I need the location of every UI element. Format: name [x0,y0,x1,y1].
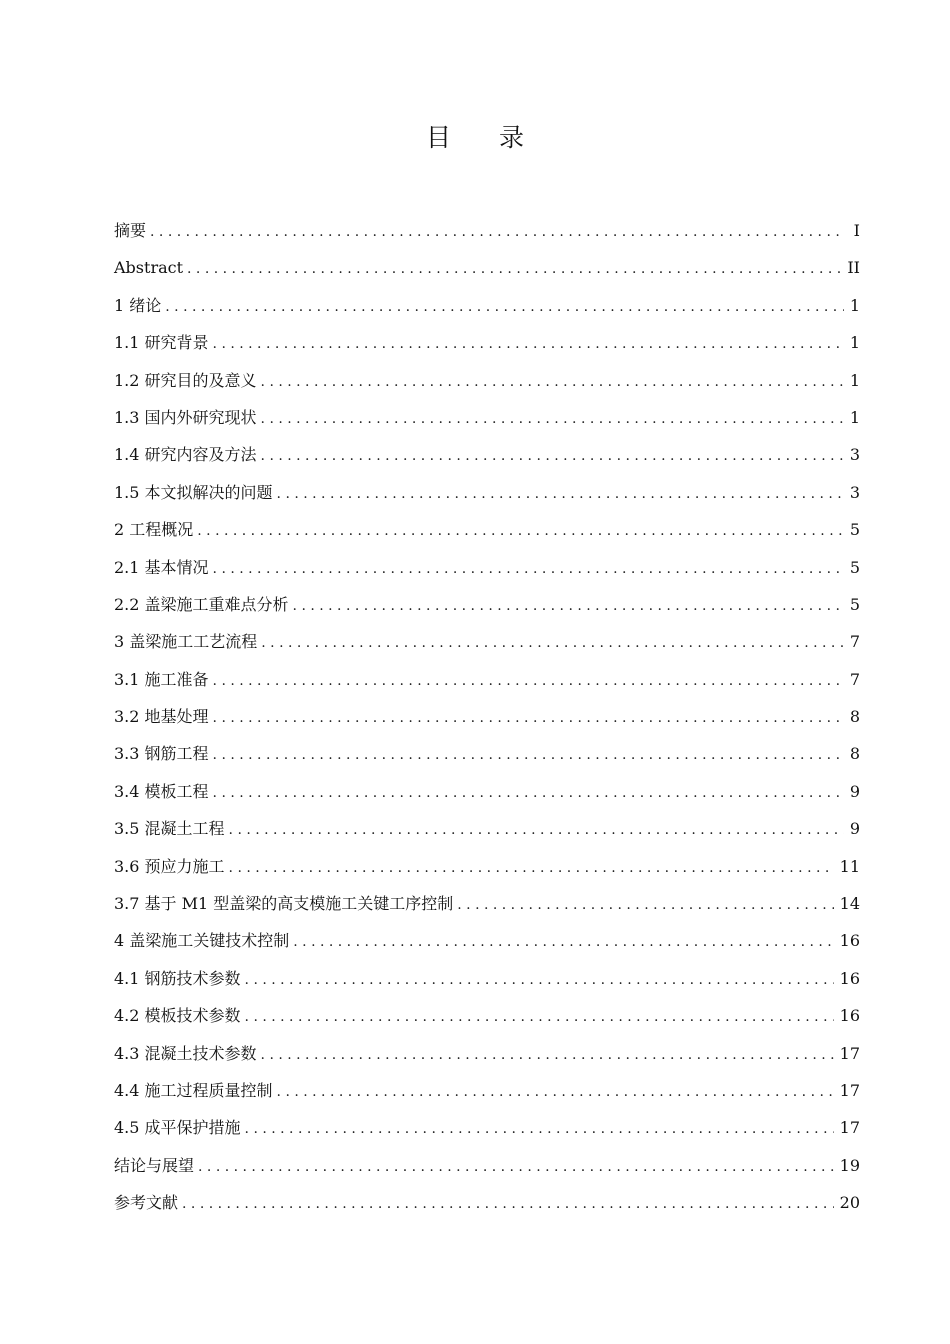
toc-entry[interactable] [114,631,860,668]
toc-dot-leader [293,931,833,953]
toc-entry-page: 20 [839,1193,860,1213]
toc-dot-leader [229,857,834,879]
toc-dot-leader [198,1156,834,1178]
toc-entry[interactable] [114,332,860,369]
toc-entry-label: 4.5 成平保护措施 [114,1118,241,1138]
toc-entry-label: 1.4 研究内容及方法 [114,445,257,465]
toc-entry[interactable] [114,743,860,780]
toc-entry[interactable] [114,968,860,1005]
toc-entry[interactable] [114,1005,860,1042]
toc-entry[interactable] [114,557,860,594]
toc-entry-page: 5 [849,557,860,577]
toc-entry[interactable] [114,1155,860,1192]
toc-entry-page: 1 [849,370,860,390]
toc-entry[interactable] [114,370,860,407]
toc-entry-label: 1.3 国内外研究现状 [114,407,257,427]
toc-dot-leader [293,595,844,617]
toc-entry-page: 17 [839,1118,860,1138]
toc-dot-leader [197,520,844,542]
toc-entry-label: 4 盖梁施工关键技术控制 [114,931,290,951]
toc-entry[interactable] [114,818,860,855]
toc-entry-page: Ⅰ [853,221,860,240]
toc-entry[interactable] [114,1117,860,1154]
toc-entry-label: 1.1 研究背景 [114,333,209,353]
toc-entry[interactable] [114,519,860,556]
toc-entry-label: 3.6 预应力施工 [114,856,225,876]
toc-entry-label: 3.3 钢筋工程 [114,744,209,764]
toc-entry-label: Abstract [114,258,184,278]
toc-entry-page: 7 [849,669,860,689]
toc-entry[interactable] [114,1080,860,1117]
toc-dot-leader [165,296,844,318]
toc-dot-leader [213,744,844,766]
toc-entry[interactable] [114,856,860,893]
toc-entry-label: 3 盖梁施工工艺流程 [114,632,258,652]
toc-entry-label: 3.5 混凝土工程 [114,819,225,839]
toc-entry-page: 19 [839,1155,860,1175]
toc-entry-page: 8 [849,707,860,727]
toc-entry-page: 14 [839,894,860,914]
toc-dot-leader [213,333,844,355]
toc-entry-label: 1.5 本文拟解决的问题 [114,482,273,502]
toc-entry[interactable] [114,220,860,257]
toc-entry[interactable] [114,444,860,481]
toc-entry-label: 4.4 施工过程质量控制 [114,1080,273,1100]
toc-entry-label: 1.2 研究目的及意义 [114,370,257,390]
toc-dot-leader [245,1006,834,1028]
toc-dot-leader [229,819,844,841]
toc-entry-label: 2.1 基本情况 [114,557,209,577]
toc-entry-page: ⅠⅠ [847,258,860,278]
toc-entry[interactable] [114,930,860,967]
toc-entry[interactable] [114,594,860,631]
toc-entry-page: 9 [849,819,860,839]
toc-dot-leader [187,258,841,280]
toc-entry[interactable] [114,407,860,444]
toc-entry-label: 1 绪论 [114,295,162,315]
toc-entry-page: 9 [849,781,860,801]
toc-entry-page: 5 [849,520,860,540]
toc-entry-page: 11 [839,856,860,876]
toc-entry-label: 3.1 施工准备 [114,669,209,689]
toc-entry-label: 3.7 基于 M1 型盖梁的高支模施工关键工序控制 [114,894,454,914]
toc-dot-leader [277,483,844,505]
toc-entry-page: 16 [839,968,860,988]
toc-dot-leader [277,1081,834,1103]
table-of-contents [114,220,860,1230]
toc-entry-page: 8 [849,744,860,764]
toc-entry-label: 4.1 钢筋技术参数 [114,968,241,988]
toc-dot-leader [261,632,844,654]
toc-entry-page: 1 [849,333,860,353]
toc-dot-leader [261,408,844,430]
toc-entry[interactable] [114,893,860,930]
toc-entry-label: 摘要 [114,221,147,240]
toc-entry-page: 3 [849,482,860,502]
toc-dot-leader [261,371,844,393]
toc-entry-page: 17 [839,1080,860,1100]
toc-entry[interactable] [114,1043,860,1080]
page-title: 目 录 [426,123,544,152]
toc-dot-leader [213,707,844,729]
toc-entry-label: 4.3 混凝土技术参数 [114,1043,257,1063]
toc-entry[interactable] [114,295,860,332]
toc-entry-label: 4.2 模板技术参数 [114,1006,241,1026]
toc-dot-leader [261,1044,834,1066]
toc-entry[interactable] [114,1192,860,1229]
toc-entry[interactable] [114,482,860,519]
toc-dot-leader [182,1193,834,1215]
toc-entry-label: 2.2 盖梁施工重难点分析 [114,594,289,614]
toc-entry[interactable] [114,669,860,706]
toc-dot-leader [245,1118,834,1140]
toc-entry-page: 7 [849,632,860,652]
toc-entry-page: 16 [839,931,860,951]
toc-entry-page: 1 [849,295,860,315]
toc-entry-page: 17 [839,1043,860,1063]
toc-dot-leader [213,558,844,580]
toc-dot-leader [150,221,844,243]
toc-dot-leader [245,969,834,991]
toc-entry-label: 参考文献 [114,1193,179,1213]
toc-dot-leader [213,670,844,692]
toc-dot-leader [261,445,844,467]
toc-entry-label: 3.2 地基处理 [114,707,209,727]
toc-entry-page: 16 [839,1006,860,1026]
toc-entry-page: 1 [849,407,860,427]
toc-dot-leader [213,782,844,804]
toc-entry-label: 2 工程概况 [114,520,194,540]
toc-entry-label: 结论与展望 [114,1155,195,1175]
toc-entry[interactable] [114,257,860,294]
toc-entry[interactable] [114,781,860,818]
toc-dot-leader [457,894,833,916]
toc-entry-label: 3.4 模板工程 [114,781,209,801]
toc-entry-page: 5 [849,594,860,614]
toc-entry[interactable] [114,706,860,743]
toc-entry-page: 3 [849,445,860,465]
